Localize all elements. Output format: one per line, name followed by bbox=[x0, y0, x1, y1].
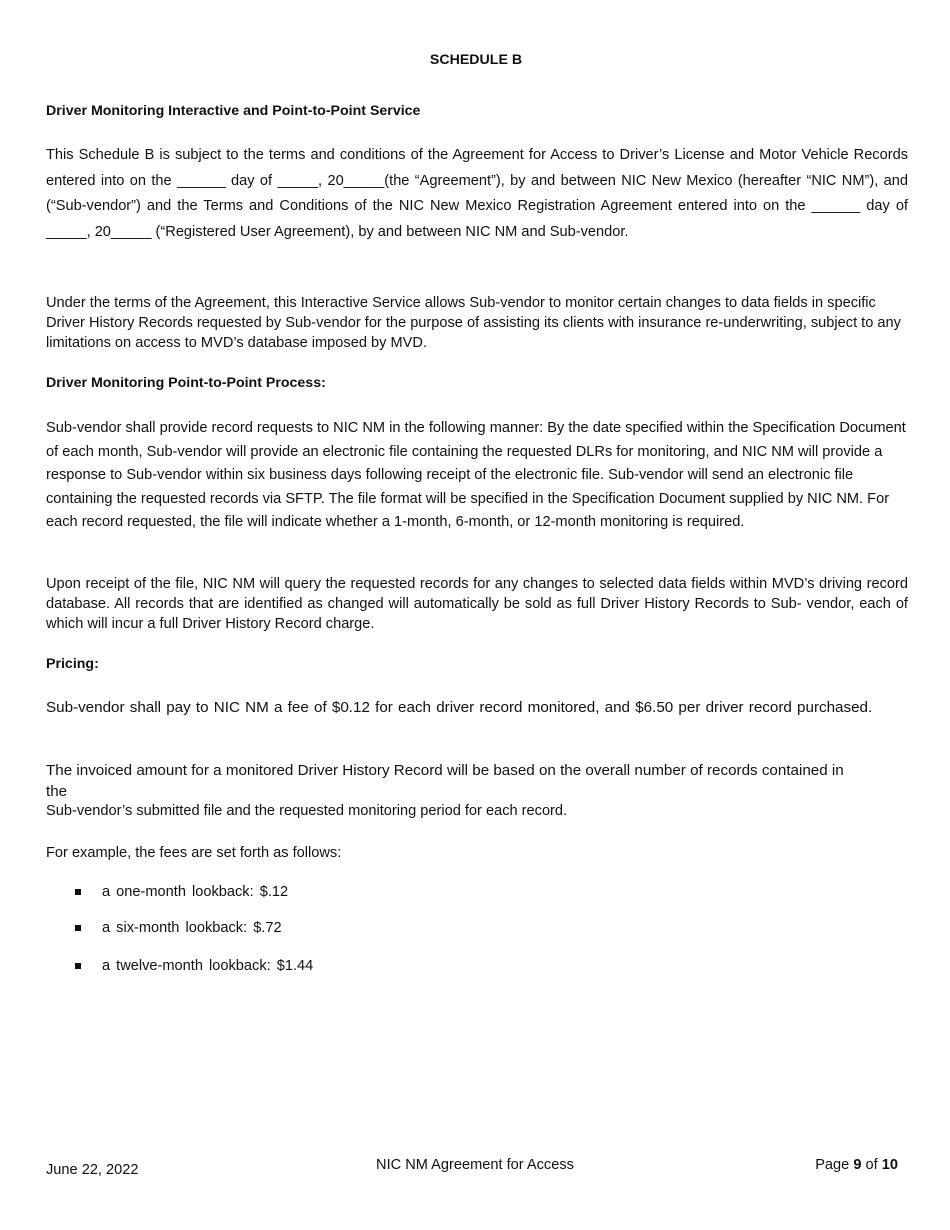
page-current: 9 bbox=[853, 1157, 862, 1173]
receipt-paragraph: Upon receipt of the file, NIC NM will query the requested records for any changes to selected data fields within MVD’s driving record database. All records that are identified as changed will automatically be sold as full Driver History Records to Sub- vendor, each of which will incur a full Driver History Record charge. bbox=[46, 576, 908, 632]
invoice-paragraph-continued: Sub-vendor’s submitted file and the requested monitoring period for each record. bbox=[46, 803, 568, 819]
process-heading: Driver Monitoring Point-to-Point Process: bbox=[46, 375, 326, 391]
example-intro: For example, the fees are set forth as follows: bbox=[46, 845, 342, 861]
fee-example-text: a one-month lookback: $.12 bbox=[102, 884, 289, 900]
page-total: 10 bbox=[881, 1157, 898, 1173]
pricing-heading: Pricing: bbox=[46, 656, 99, 672]
square-bullet-icon bbox=[75, 889, 81, 895]
intro-paragraph: This Schedule B is subject to the terms and conditions of the Agreement for Access to Driver’s License and Motor Vehicle Records entered into on the ______ day of _____, 20_____(the “Agreement”), by and between NIC New Mexico (hereafter “NIC NM”), and (“Sub-vendor”) and the Terms and Conditions of the NIC New Mexico Registration Agreement entered into on the ______ day of _____, 20_____ (“Registered User Agreement), by and between NIC NM and Sub-vendor. bbox=[46, 147, 908, 240]
footer-title: NIC NM Agreement for Access bbox=[376, 1157, 574, 1173]
service-paragraph: Under the terms of the Agreement, this Interactive Service allows Sub-vendor to monitor certain changes to data fields in specific Driver History Records requested by Sub-vendor for the purpose of assisting its clients with insurance re-underwriting, subject to any limitations on access to MVD’s database imposed by MVD. bbox=[46, 295, 901, 351]
invoice-paragraph: The invoiced amount for a monitored Driver History Record will be based on the overall number of records contained in the bbox=[46, 762, 844, 800]
service-heading: Driver Monitoring Interactive and Point-to-Point Service bbox=[46, 103, 421, 119]
fee-example-text: a six-month lookback: $.72 bbox=[102, 920, 282, 936]
square-bullet-icon bbox=[75, 963, 81, 969]
footer-date: June 22, 2022 bbox=[46, 1162, 139, 1178]
square-bullet-icon bbox=[75, 925, 81, 931]
fee-example-text: a twelve-month lookback: $1.44 bbox=[102, 958, 314, 974]
page-prefix: Page bbox=[815, 1157, 850, 1173]
process-paragraph: Sub-vendor shall provide record requests to NIC NM in the following manner: By the date specified within the Specification Document of each month, Sub-vendor will provide an electronic file containing the requested DLRs for monitoring, and NIC NM will provide a response to Sub-vendor within six business days following receipt of the electronic file. Sub-vendor will send an electronic file containing the requested records via SFTP. The file format will be specified in the Specification Document supplied by NIC NM. For each record requested, the file will indicate whether a 1-month, 6-month, or 12-month monitoring is required. bbox=[46, 420, 906, 530]
pricing-paragraph: Sub-vendor shall pay to NIC NM a fee of $0.12 for each driver record monitored, and $6.50 per driver record purchased. bbox=[46, 699, 873, 716]
page-of: of bbox=[865, 1157, 878, 1173]
schedule-title: SCHEDULE B bbox=[429, 52, 523, 68]
page-number bbox=[815, 1157, 898, 1173]
